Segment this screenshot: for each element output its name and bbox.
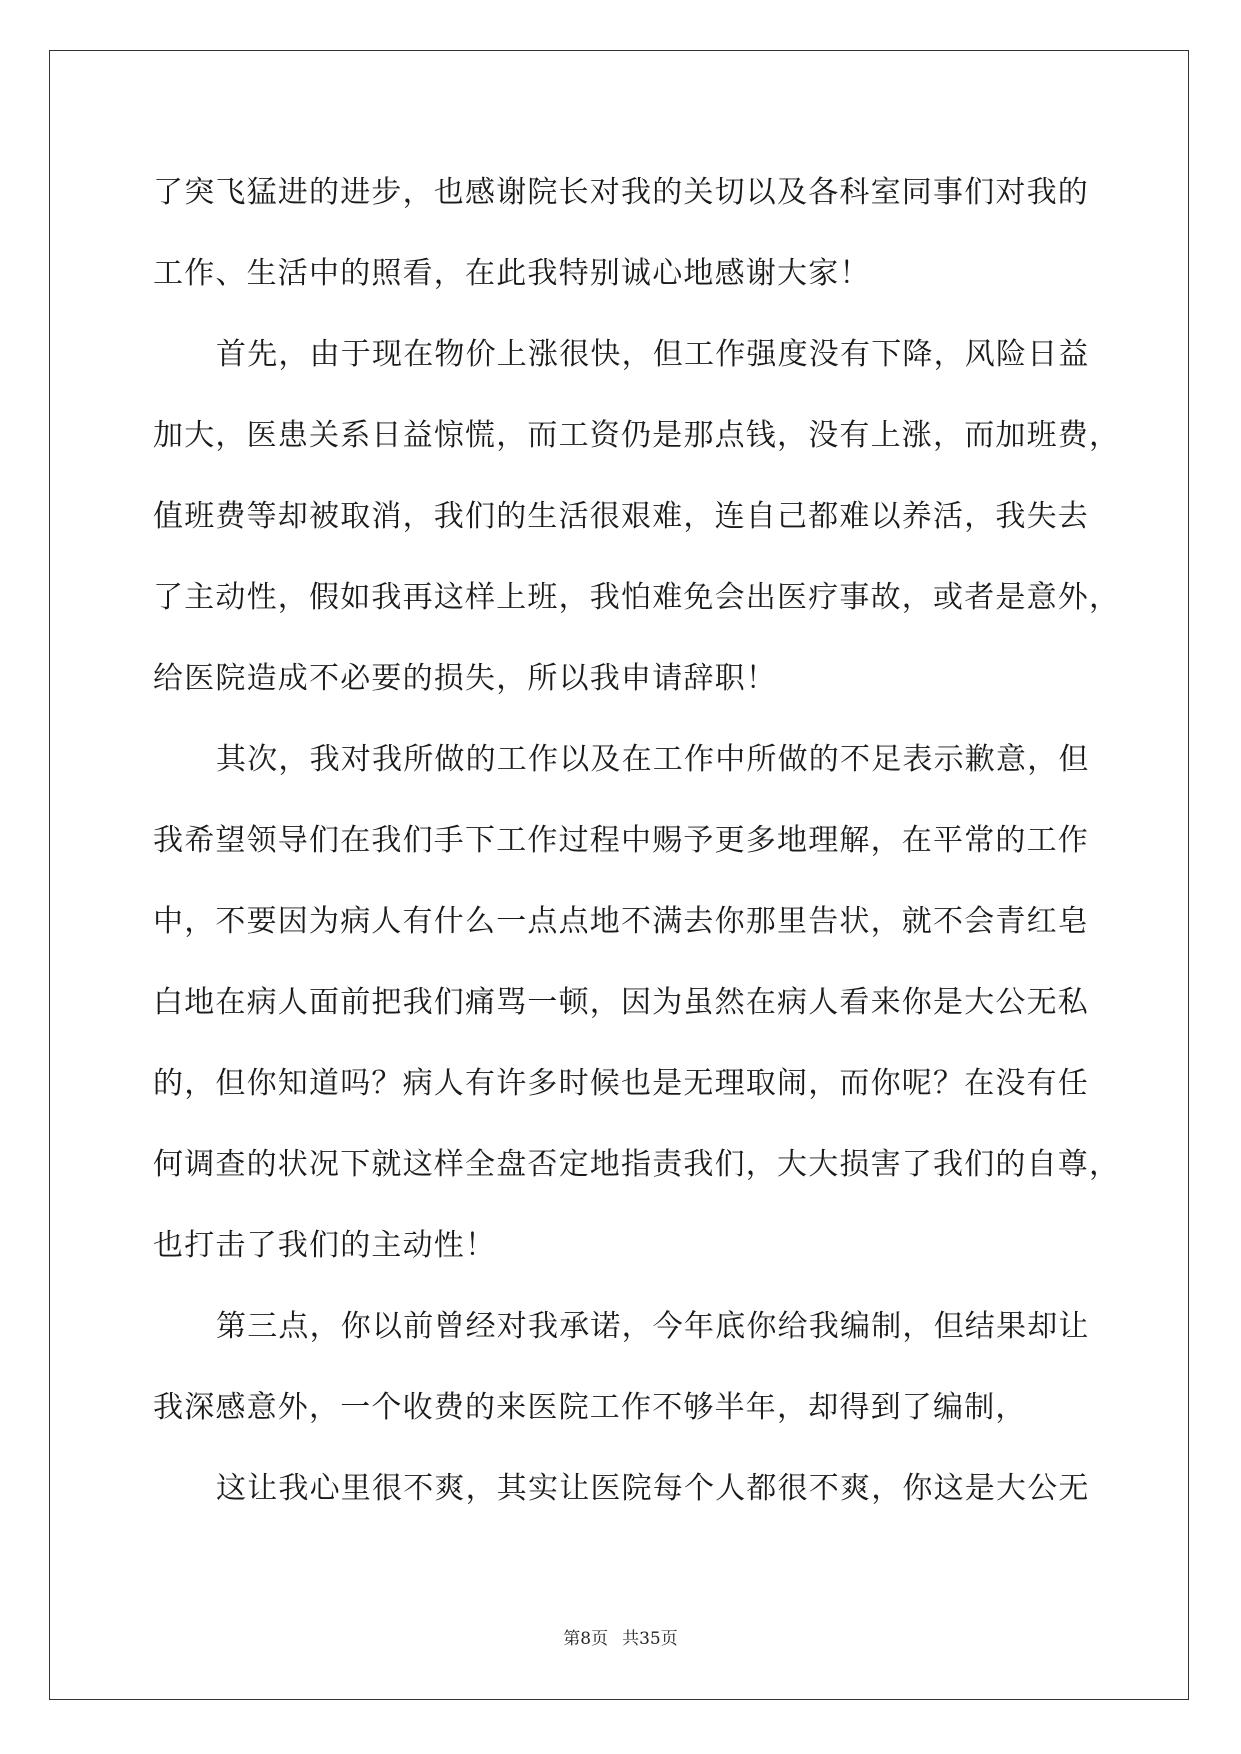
text-line: 也打击了我们的主动性！: [153, 1228, 497, 1263]
text-line: 中，不要因为病人有什么一点点地不满去你那里告状，就不会青红皂: [153, 904, 1089, 939]
text-line: 第三点，你以前曾经对我承诺，今年底你给我编制，但结果却让: [216, 1309, 1090, 1344]
page-number: 第8页: [563, 1629, 609, 1649]
text-line: 首先，由于现在物价上涨很快，但工作强度没有下降，风险日益: [216, 337, 1090, 372]
text-line: 值班费等却被取消，我们的生活很艰难，连自己都难以养活，我失去: [153, 499, 1089, 534]
text-line: 其次，我对我所做的工作以及在工作中所做的不足表示歉意，但: [216, 742, 1090, 777]
text-line: 加大，医患关系日益惊慌，而工资仍是那点钱，没有上涨，而加班费，: [153, 418, 1121, 453]
text-line: 何调查的状况下就这样全盘否定地指责我们，大大损害了我们的自尊，: [153, 1147, 1121, 1182]
text-line: 的，但你知道吗？病人有许多时候也是无理取闹，而你呢？在没有任: [153, 1066, 1089, 1101]
text-line: 工作、生活中的照看，在此我特别诚心地感谢大家！: [153, 256, 871, 291]
page-total: 共35页: [622, 1629, 678, 1649]
document-body: [153, 160, 1121, 1537]
text-line: 我深感意外，一个收费的来医院工作不够半年，却得到了编制，: [153, 1390, 1027, 1425]
text-line: 给医院造成不必要的损失，所以我申请辞职！: [153, 661, 777, 696]
text-line: 了主动性，假如我再这样上班，我怕难免会出医疗事故，或者是意外，: [153, 580, 1121, 615]
text-line: 这让我心里很不爽，其实让医院每个人都很不爽，你这是大公无: [216, 1471, 1090, 1506]
page-footer: [0, 1624, 1241, 1649]
text-line: 我希望领导们在我们手下工作过程中赐予更多地理解，在平常的工作: [153, 823, 1089, 858]
text-line: 了突飞猛进的进步，也感谢院长对我的关切以及各科室同事们对我的: [153, 175, 1089, 210]
text-line: 白地在病人面前把我们痛骂一顿，因为虽然在病人看来你是大公无私: [153, 985, 1089, 1020]
